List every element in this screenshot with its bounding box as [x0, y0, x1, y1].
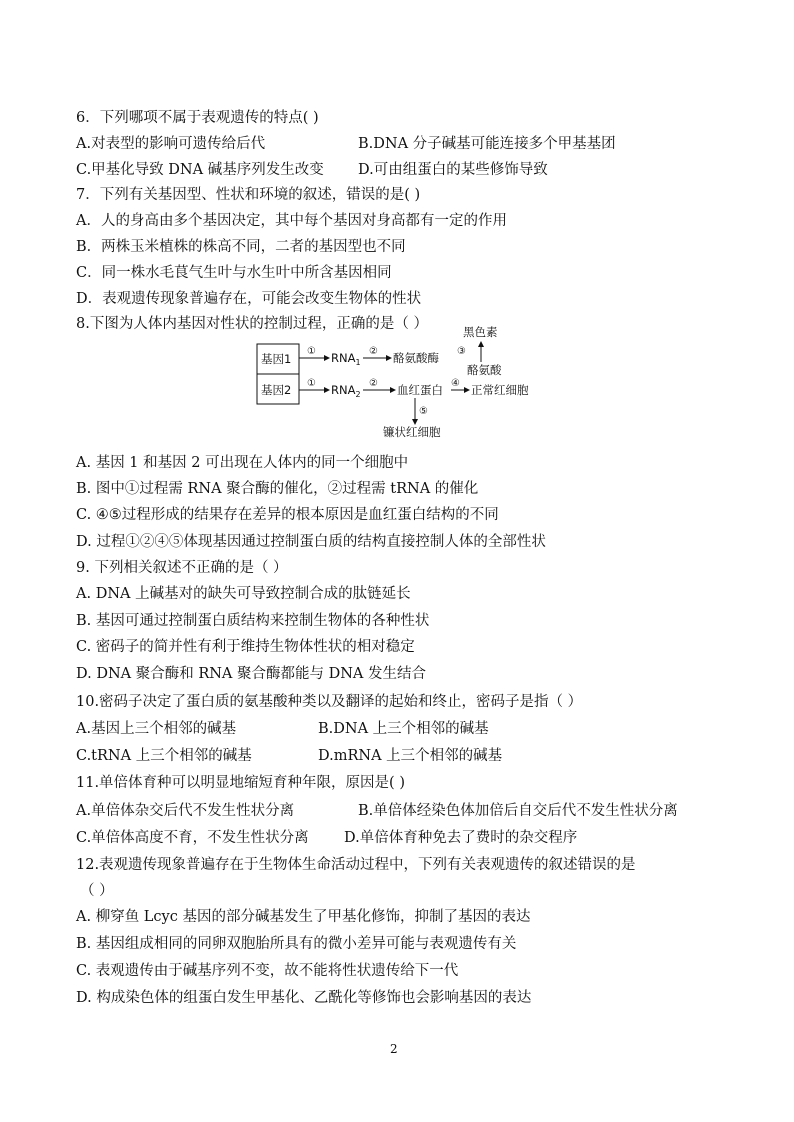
q7-stem: 7．下列有关基因型、性状和环境的叙述，错误的是( ): [76, 187, 421, 203]
rna2-label: [331, 383, 361, 399]
q8-option-a: A. 基因 1 和基因 2 可出现在人体内的同一个细胞中: [76, 455, 409, 471]
q6-option-c: C.甲基化导致 DNA 碱基序列发生改变: [76, 162, 324, 178]
q10-option-d: D.mRNA 上三个相邻的碱基: [318, 748, 503, 764]
q10-option-a: A.基因上三个相邻的碱基: [76, 721, 237, 737]
rna2-subscript: 2: [355, 390, 361, 399]
q11-option-b: B.单倍体经染色体加倍后自交后代不发生性状分离: [358, 803, 678, 819]
q7-option-d: D．表观遗传现象普遍存在，可能会改变生物体的性状: [76, 291, 422, 307]
tyrosine-label: 酪氨酸: [467, 363, 502, 377]
gene-control-diagram: [255, 322, 555, 440]
rna1-subscript: 1: [355, 358, 361, 367]
q11-option-d: D.单倍体育种免去了费时的杂交程序: [344, 830, 578, 846]
q11-option-c: C.单倍体高度不育，不发生性状分离: [76, 830, 309, 846]
q9-stem: 9. 下列相关叙述不正确的是（ ）: [76, 560, 288, 576]
q6-option-d: D.可由组蛋白的某些修饰导致: [358, 162, 548, 178]
q12-option-d: D. 构成染色体的组蛋白发生甲基化、乙酰化等修饰也会影响基因的表达: [76, 990, 532, 1006]
step3-label: ③: [457, 346, 466, 357]
step4-label: ④: [451, 378, 460, 389]
melanin-label: 黑色素: [463, 325, 498, 339]
step2-label-row2: ②: [369, 378, 378, 389]
step5-label: ⑤: [419, 406, 428, 417]
q10-option-c: C.tRNA 上三个相邻的碱基: [76, 748, 252, 764]
q9-option-b: B. 基因可通过控制蛋白质结构来控制生物体的各种性状: [76, 613, 430, 629]
rna1-text: RNA: [331, 351, 356, 365]
q6-options-row2: [76, 160, 548, 180]
q11-option-a: A.单倍体杂交后代不发生性状分离: [76, 803, 295, 819]
q10-stem: 10.密码子决定了蛋白质的氨基酸种类以及翻译的起始和终止，密码子是指（ ）: [76, 694, 583, 710]
q11-options-row1: [76, 801, 678, 821]
hemoglobin-label: 血红蛋白: [397, 383, 443, 397]
q12-answer-paren: （ ）: [80, 883, 114, 899]
q6-stem: 6．下列哪项不属于表观遗传的特点( ): [76, 110, 319, 126]
q7-option-b: B．两株玉米植株的株高不同，二者的基因型也不同: [76, 239, 406, 255]
step1-label-row2: ①: [307, 378, 316, 389]
q9-option-a: A. DNA 上碱基对的缺失可导致控制合成的肽链延长: [76, 586, 411, 602]
q9-option-c: C. 密码子的简并性有利于维持生物体性状的相对稳定: [76, 639, 415, 655]
step2-label-row1: ②: [369, 346, 378, 357]
q12-option-a: A. 柳穿鱼 Lcyc 基因的部分碱基发生了甲基化修饰，抑制了基因的表达: [76, 909, 531, 925]
q7-option-c: C．同一株水毛茛气生叶与水生叶中所含基因相同: [76, 265, 392, 281]
q12-stem: 12.表观遗传现象普遍存在于生物体生命活动过程中，下列有关表观遗传的叙述错误的是: [76, 857, 636, 873]
q10-options-row2: [76, 746, 503, 766]
sickle-rbc-label: 镰状红细胞: [383, 425, 441, 439]
q8-option-d: D. 过程①②④⑤体现基因通过控制蛋白质的结构直接控制人体的全部性状: [76, 534, 546, 550]
q8-option-c: C. ④⑤过程形成的结果存在差异的根本原因是血红蛋白结构的不同: [76, 507, 499, 523]
q11-stem: 11.单倍体育种可以明显地缩短育种年限，原因是( ): [76, 775, 405, 791]
normal-rbc-label: 正常红细胞: [471, 383, 529, 397]
rna2-text: RNA: [331, 383, 356, 397]
q12-option-c: C. 表观遗传由于碱基序列不变，故不能将性状遗传给下一代: [76, 963, 459, 979]
q7-option-a: A．人的身高由多个基因决定，其中每个基因对身高都有一定的作用: [76, 213, 507, 229]
enzyme-label: 酪氨酸酶: [393, 351, 439, 365]
q12-option-b: B. 基因组成相同的同卵双胞胎所具有的微小差异可能与表观遗传有关: [76, 936, 517, 952]
q6-option-a: A.对表型的影响可遗传给后代: [76, 136, 266, 152]
q6-option-b: B.DNA 分子碱基可能连接多个甲基基团: [358, 136, 616, 152]
page-number: 2: [390, 1042, 398, 1056]
rna1-label: [331, 351, 361, 367]
q9-option-d: D. DNA 聚合酶和 RNA 聚合酶都能与 DNA 发生结合: [76, 666, 427, 682]
q8-option-b: B. 图中①过程需 RNA 聚合酶的催化，②过程需 tRNA 的催化: [76, 481, 479, 497]
q8-stem: 8.下图为人体内基因对性状的控制过程，正确的是（ ）: [76, 316, 428, 332]
q6-options-row1: [76, 134, 616, 154]
q10-option-b: B.DNA 上三个相邻的碱基: [318, 721, 489, 737]
q10-options-row1: [76, 719, 489, 739]
gene1-label: 基因1: [261, 352, 292, 366]
gene-control-svg: [255, 322, 555, 440]
gene2-label: 基因2: [261, 383, 292, 397]
q11-options-row2: [76, 828, 578, 848]
step1-label-row1: ①: [307, 346, 316, 357]
